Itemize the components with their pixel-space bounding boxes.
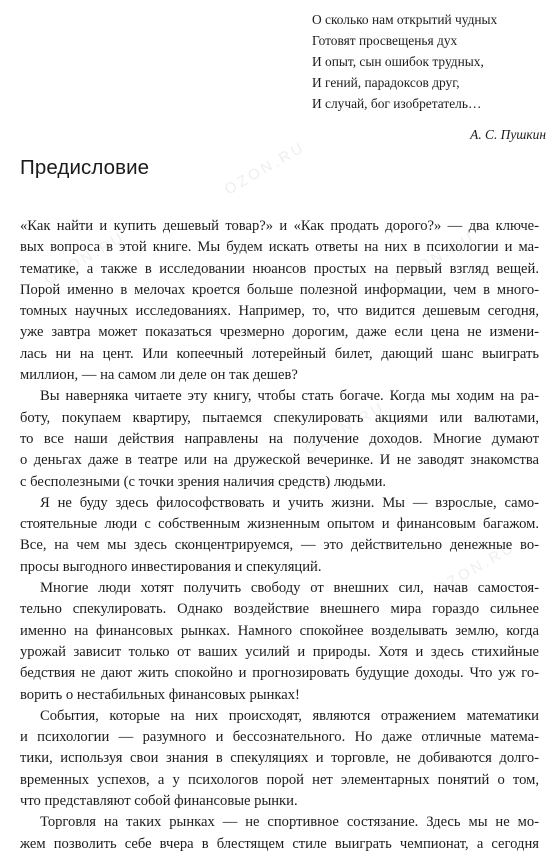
text-line: бедствия не дают жить спокойно и прогнозировать будущие доходы. Что уж го- <box>20 665 539 682</box>
epigraph-line: О сколько нам открытий чудных <box>312 12 498 27</box>
paragraph <box>20 578 539 706</box>
text-line: о деньгах даже в театре или на дружеской вечеринке. И не заводят знакомства <box>20 452 539 469</box>
text-line: стоятельные люди с собственным жизненным опытом и финансовым багажом. <box>20 516 539 533</box>
watermark: OZON.RU <box>301 398 389 459</box>
text-line: временных успехов, а у психологов порой нет элементарных понятий о том, <box>20 771 539 788</box>
paragraph <box>20 216 539 386</box>
text-line: Многие люди хотят получить свободу от внешних сил, начав самостоя- <box>40 580 539 597</box>
paragraph <box>20 812 539 855</box>
text-line: «Как найти и купить дешевый товар?» и «Как продать дорого?» — два ключе- <box>20 218 539 234</box>
text-line: тики, используя свои знания в спекуляциях и торговле, не добиваются долго- <box>20 750 539 767</box>
text-line: что представляют собой финансовые рынки. <box>20 793 298 810</box>
paragraph <box>20 493 539 578</box>
text-line: томных научных исследованиях. Например, то, что видится дешевым сегодня, <box>20 303 539 320</box>
body-text <box>20 216 539 855</box>
text-line: тематике, а также в исследовании нюансов простых на первый взгляд вещей. <box>20 260 539 277</box>
text-line: тельно спекулировать. Однако воздействие внешнего мира гораздо сильнее <box>20 601 539 618</box>
watermark: OZON.RU <box>221 138 309 199</box>
text-line: Торговля на таких рынках — не спортивное состязание. Здесь мы не мо- <box>40 814 539 831</box>
text-line: Вы наверняка читаете эту книгу, чтобы стать богаче. Когда мы ходим на ра- <box>40 388 539 405</box>
text-line: уже завтра может показаться чрезмерно дорогим, даже если цена не измени- <box>20 324 539 341</box>
epigraph-line: И случай, бог изобретатель… <box>312 96 482 111</box>
paragraph <box>20 706 539 812</box>
text-line: боту, покупаем квартиру, пытаемся спекулировать акциями или валютами, <box>20 409 539 426</box>
text-line: Порой именно в мелочах кроется больше полезной информации, чем в много- <box>20 281 539 298</box>
watermark: OZON.RU <box>431 538 519 599</box>
chapter-heading: Предисловие <box>20 156 150 179</box>
text-line: с бесполезными (с точки зрения наличия средств) людьми. <box>20 473 387 490</box>
text-line: Все, на чем мы здесь сконцентрируемся, — это действительно денежные во- <box>20 537 539 554</box>
text-line: просы выгодного инвестирования и спекуляций. <box>20 558 322 575</box>
text-line: именно на финансовых рынках. Намного спокойнее возделывать землю, когда <box>20 622 539 639</box>
text-line: урожай зависит только от ваших усилий и природы. Хотя и здесь стихийные <box>20 643 539 660</box>
text-line: вых вопроса в этой книге. Мы будем искать ответы на них в психологии и ма- <box>20 239 539 256</box>
text-line: События, которые на них происходят, являются отражением математики <box>40 707 539 724</box>
epigraph-author: А. С. Пушкин <box>470 127 546 142</box>
watermark: OZON.RU <box>391 228 479 289</box>
text-line: и психологии — разумного и бессознательного. Но даже отличные матема- <box>20 729 539 746</box>
epigraph-line: И опыт, сын ошибок трудных, <box>312 54 484 69</box>
paragraph <box>20 386 539 492</box>
epigraph <box>312 9 548 145</box>
text-line: жем позволить себе вчера в блестящем стиле выиграть чемпионат, а сегодня <box>20 835 539 852</box>
text-line: то все наши действия направлены на получение доходов. Многие думают <box>20 430 539 447</box>
text-line: ворить о нестабильных финансовых рынках! <box>20 686 300 703</box>
text-line: лась ни на цент. Или копеечный лотерейный билет, дающий шанс выиграть <box>20 345 539 362</box>
text-line: Я не буду здесь философствовать и учить жизни. Мы — взрослые, само- <box>40 494 539 511</box>
text-line: миллион, — на самом ли деле он так дешев? <box>20 367 298 384</box>
watermark: OZON.RU <box>41 228 129 289</box>
epigraph-line: И гений, парадоксов друг, <box>312 75 460 90</box>
epigraph-line: Готовят просвещенья дух <box>312 33 458 48</box>
